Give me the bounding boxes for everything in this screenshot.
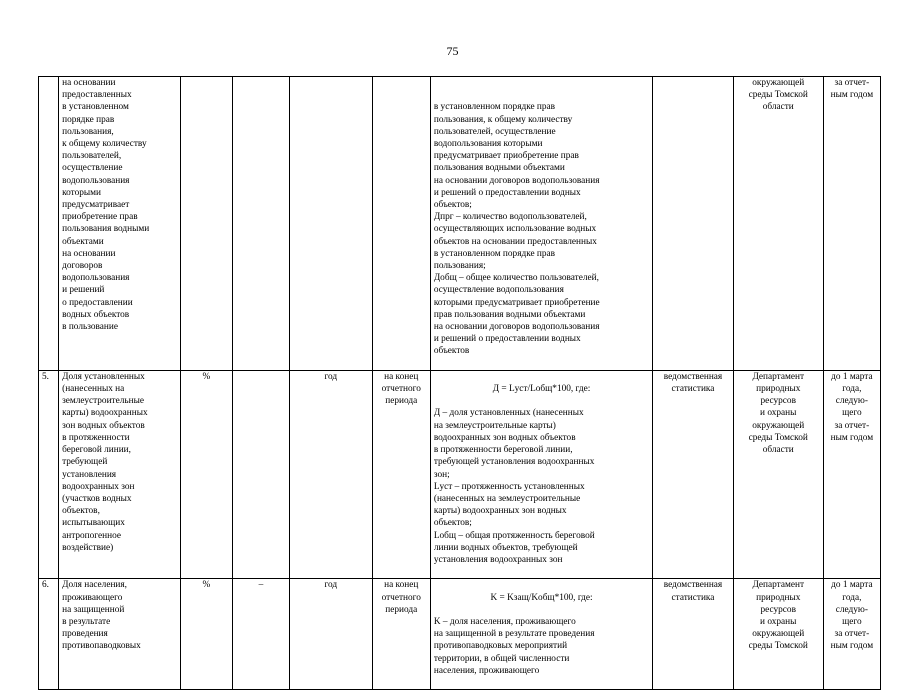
periodicity-cell xyxy=(289,77,372,371)
responsible-cell: окружающей среды Томской области xyxy=(733,77,823,371)
unit-cell: % xyxy=(180,579,232,690)
deadline-cell: до 1 марта года, следую- щего за отчет- ным годом xyxy=(823,579,880,690)
indicator-name-cell: на основании предоставленных в установленном порядке прав пользования, к общему количеству пользователей, осуществление водопользования которыми предусматривает приобретение прав пользования водными объектами на основании договоров водопользования и решений о предоставлении водных объектов в пользование xyxy=(59,77,181,371)
formula-line: Д = Lуст/Lобщ*100, где: xyxy=(492,384,591,395)
table-row xyxy=(39,370,881,578)
table-row xyxy=(39,579,881,690)
page-number: 75 xyxy=(446,44,459,58)
periodicity-cell: год xyxy=(289,370,372,578)
data-source-cell xyxy=(653,77,733,371)
formula-cell xyxy=(430,370,652,578)
row-number-cell xyxy=(39,77,59,371)
formula-description: в установленном порядке прав пользования, к общему количеству пользователей, осуществление водопользования которыми предусматривает приобретение прав пользования водными объектами на основании договоров водопользования и решений о предоставлении водных объектов; Дпрг – количество водопользователей, осуществляющих использование водных объектов на основании предоставленных в установленном порядке прав пользования; Добщ – общее количество пользователей, осуществление водопользования которыми предусматривает приобретение прав пользования водными объектами на основании договоров водопользования и решений о предоставлении водных объектов xyxy=(433,102,600,357)
date-cell xyxy=(372,77,430,371)
responsible-cell: Департамент природных ресурсов и охраны окружающей среды Томской xyxy=(733,579,823,690)
deadline-cell: до 1 марта года, следую- щего за отчет- ным годом xyxy=(823,370,880,578)
formula-cell xyxy=(430,579,652,690)
deadline-cell: за отчет- ным годом xyxy=(823,77,880,371)
responsible-cell: Департамент природных ресурсов и охраны окружающей среды Томской области xyxy=(733,370,823,578)
formula-line: K = Kзащ/Kобщ*100, где: xyxy=(490,592,593,603)
unit-cell: % xyxy=(180,370,232,578)
formula-cell xyxy=(430,77,652,371)
row-number-cell: 6. xyxy=(39,579,59,690)
table-row xyxy=(39,77,881,371)
data-source-cell: ведомственная статистика xyxy=(653,370,733,578)
extra-cell xyxy=(232,370,289,578)
extra-cell xyxy=(232,77,289,371)
indicators-table xyxy=(38,76,881,690)
formula-description: Д – доля установленных (нанесенных на землеустроительные карты) водоохранных зон водных объектов в протяженности береговой линии, требующей установления водоохранных зон; Lуст – протяженность установленных (нанесенных на землеустроительные карты) водоохранных зон водных объектов; Lобщ – общая протяженность береговой линии водных объектов, требующей установления водоохранных зон xyxy=(433,408,595,565)
date-cell: на конец отчетного периода xyxy=(372,370,430,578)
periodicity-cell: год xyxy=(289,579,372,690)
indicator-name-cell: Доля установленных (нанесенных на землеустроительные карты) водоохранных зон водных объектов в протяженности береговой линии, требующей установления водоохранных зон (участков водных объектов, испытывающих антропогенное воздействие) xyxy=(59,370,181,578)
row-number-cell: 5. xyxy=(39,370,59,578)
formula-description: K – доля населения, проживающего на защищенной в результате проведения противопаводковых мероприятий территории, в общей численности населения, проживающего xyxy=(433,616,595,676)
extra-cell: – xyxy=(232,579,289,690)
indicator-name-cell: Доля населения, проживающего на защищенной в результате проведения противопаводковых xyxy=(59,579,181,690)
data-source-cell: ведомственная статистика xyxy=(653,579,733,690)
date-cell: на конец отчетного периода xyxy=(372,579,430,690)
unit-cell xyxy=(180,77,232,371)
